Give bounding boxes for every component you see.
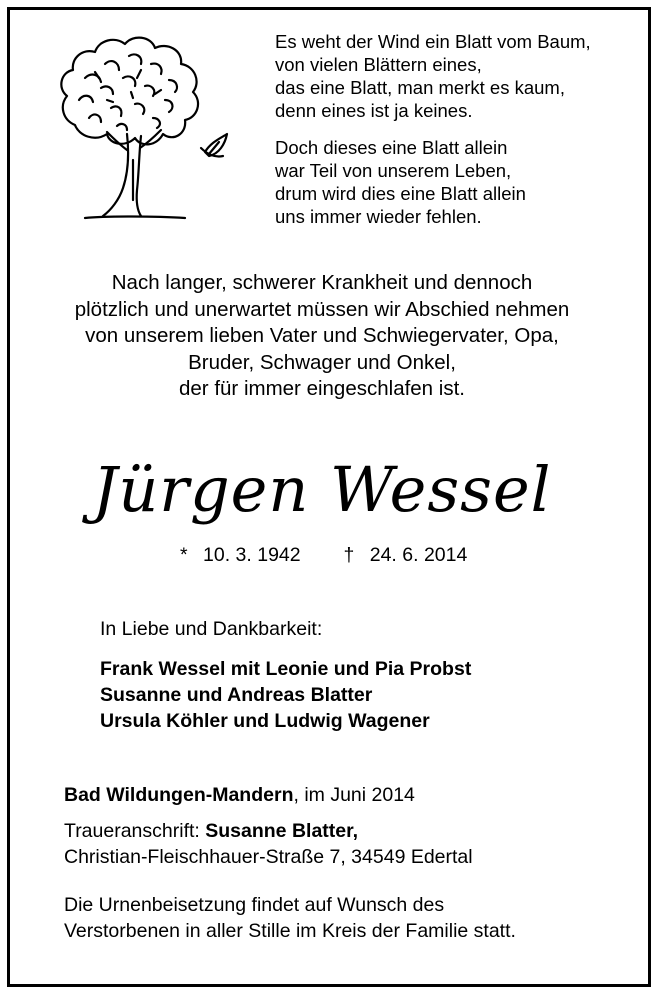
mourning-address xyxy=(64,818,473,870)
poem-line: Es weht der Wind ein Blatt vom Baum, xyxy=(275,31,591,52)
family-member: Susanne und Andreas Blatter xyxy=(100,684,373,706)
tree-icon xyxy=(45,30,235,225)
notice-line: Verstorbenen in aller Stille im Kreis der Familie statt. xyxy=(64,920,516,942)
address-label: Traueranschrift: xyxy=(64,820,206,842)
intro-line: plötzlich und unerwartet müssen wir Abschied nehmen xyxy=(74,297,570,321)
poem-line: das eine Blatt, man merkt es kaum, xyxy=(275,77,565,98)
place-town: Bad Wildungen-Mandern xyxy=(64,784,294,806)
poem-line: war Teil von unserem Leben, xyxy=(275,160,512,181)
poem-line: uns immer wieder fehlen. xyxy=(275,206,482,227)
address-contact-line xyxy=(64,818,473,844)
family-member: Frank Wessel mit Leonie und Pia Probst xyxy=(100,658,472,680)
life-dates xyxy=(180,542,467,568)
thanks-line: In Liebe und Dankbarkeit: xyxy=(100,618,323,640)
notice-line: Die Urnenbeisetzung findet auf Wunsch des xyxy=(64,894,445,916)
address-contact: Susanne Blatter, xyxy=(205,820,359,842)
address-street: Christian-Fleischhauer-Straße 7, 34549 Edertal xyxy=(64,846,473,868)
falling-leaf-icon xyxy=(201,134,227,157)
family-list xyxy=(100,656,471,734)
place-date xyxy=(64,782,415,808)
intro-line: der für immer eingeschlafen ist. xyxy=(179,377,465,400)
death-symbol: † xyxy=(343,544,355,566)
poem-stanza-2 xyxy=(275,136,620,228)
birth-date: 10. 3. 1942 xyxy=(203,544,301,566)
death-date: 24. 6. 2014 xyxy=(369,544,468,566)
intro-line: Bruder, Schwager und Onkel, xyxy=(188,350,456,374)
intro-line: von unserem lieben Vater und Schwiegervater, Opa, xyxy=(85,324,559,347)
poem xyxy=(275,30,620,228)
poem-stanza-1 xyxy=(275,30,620,122)
poem-line: denn eines ist ja keines. xyxy=(275,100,473,121)
intro-line: Nach langer, schwerer Krankheit und dennoch xyxy=(111,271,533,294)
poem-line: drum wird dies eine Blatt allein xyxy=(275,183,526,204)
deceased-name: Jürgen Wessel xyxy=(92,453,552,526)
poem-line: von vielen Blättern eines, xyxy=(275,54,482,75)
family-member: Ursula Köhler und Ludwig Wagener xyxy=(100,710,430,732)
place-month: , im Juni 2014 xyxy=(293,784,415,806)
burial-notice xyxy=(64,892,516,944)
poem-line: Doch dieses eine Blatt allein xyxy=(275,137,508,158)
birth-symbol: * xyxy=(180,544,188,566)
intro-text xyxy=(20,270,624,403)
